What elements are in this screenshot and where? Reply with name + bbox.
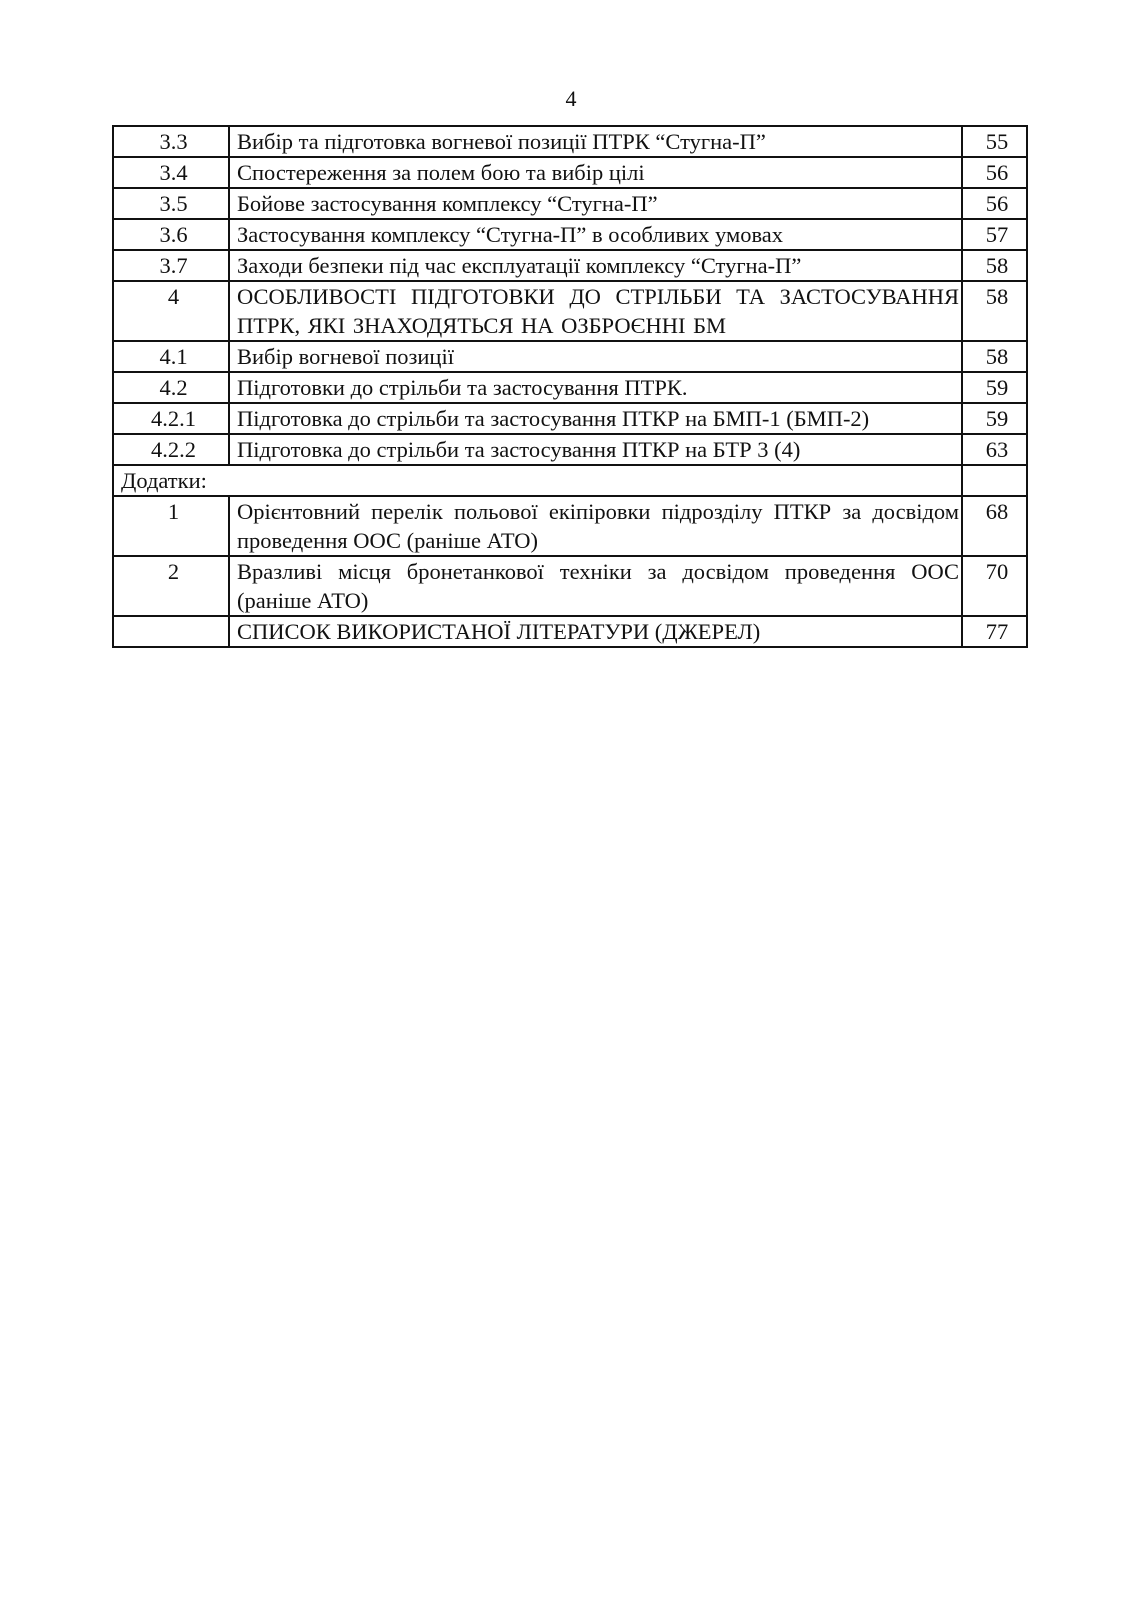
toc-page-number: 58 xyxy=(962,250,1027,281)
toc-section-title: Вибір вогневої позиції xyxy=(229,341,962,372)
toc-section-number: 4 xyxy=(113,281,229,341)
toc-page-number: 56 xyxy=(962,157,1027,188)
toc-section-number: 3.3 xyxy=(113,126,229,157)
toc-row-3-7 xyxy=(113,250,1027,281)
toc-section-title: Бойове застосування комплексу “Стугна-П” xyxy=(229,188,962,219)
toc-page-number: 59 xyxy=(962,403,1027,434)
toc-section-number: 4.2.1 xyxy=(113,403,229,434)
toc-row-3-3 xyxy=(113,126,1027,157)
toc-appendix-row-2 xyxy=(113,556,1027,616)
toc-section-number: 3.5 xyxy=(113,188,229,219)
toc-row-3-6 xyxy=(113,219,1027,250)
toc-row-4-2-1 xyxy=(113,403,1027,434)
toc-page-number: 58 xyxy=(962,281,1027,341)
toc-page-number: 68 xyxy=(962,496,1027,556)
appendix-title: Орієнтовний перелік польової екіпіровки підрозділу ПТКР за досвідом проведення ООС (раніше АТО) xyxy=(229,496,962,556)
toc-page-number: 55 xyxy=(962,126,1027,157)
toc-section-number: 3.7 xyxy=(113,250,229,281)
toc-row-4-2 xyxy=(113,372,1027,403)
toc-section-title: Підготовки до стрільби та застосування ПТРК. xyxy=(229,372,962,403)
toc-section-title: Підготовка до стрільби та застосування ПТКР на БТР 3 (4) xyxy=(229,434,962,465)
appendix-number: 2 xyxy=(113,556,229,616)
toc-page-number: 59 xyxy=(962,372,1027,403)
toc-page-number: 56 xyxy=(962,188,1027,219)
toc-section-number: 3.4 xyxy=(113,157,229,188)
appendix-label: Додатки: xyxy=(113,465,962,496)
toc-page-number: 57 xyxy=(962,219,1027,250)
toc-page-number: 70 xyxy=(962,556,1027,616)
page-number: 4 xyxy=(565,86,577,111)
toc-appendix-row-1 xyxy=(113,496,1027,556)
toc-section-number: 3.6 xyxy=(113,219,229,250)
toc-section-number: 4.1 xyxy=(113,341,229,372)
toc-page-number-empty xyxy=(962,465,1027,496)
toc-section-title: Спостереження за полем бою та вибір цілі xyxy=(229,157,962,188)
toc-section-title: ОСОБЛИВОСТІ ПІДГОТОВКИ ДО СТРІЛЬБИ ТА ЗАСТОСУВАННЯ ПТРК, ЯКІ ЗНАХОДЯТЬСЯ НА ОЗБРОЄННІ БМ xyxy=(229,281,962,341)
toc-appendix-header-row xyxy=(113,465,1027,496)
toc-row-3-5 xyxy=(113,188,1027,219)
toc-section-title: Заходи безпеки під час експлуатації комплексу “Стугна-П” xyxy=(229,250,962,281)
toc-row-3-4 xyxy=(113,157,1027,188)
toc-row-4-1 xyxy=(113,341,1027,372)
toc-page-number: 77 xyxy=(962,616,1027,647)
appendix-title: Вразливі місця бронетанкової техніки за досвідом проведення ООС (раніше АТО) xyxy=(229,556,962,616)
table-of-contents xyxy=(112,125,1028,648)
toc-section-title: Підготовка до стрільби та застосування ПТКР на БМП-1 (БМП-2) xyxy=(229,403,962,434)
toc-section-number: 4.2 xyxy=(113,372,229,403)
appendix-number: 1 xyxy=(113,496,229,556)
toc-page-number: 63 xyxy=(962,434,1027,465)
toc-section-title: Застосування комплексу “Стугна-П” в особливих умовах xyxy=(229,219,962,250)
toc-section-title: Вибір та підготовка вогневої позиції ПТРК “Стугна-П” xyxy=(229,126,962,157)
toc-row-4-2-2 xyxy=(113,434,1027,465)
references-title: СПИСОК ВИКОРИСТАНОЇ ЛІТЕРАТУРИ (ДЖЕРЕЛ) xyxy=(229,616,962,647)
toc-page-number: 58 xyxy=(962,341,1027,372)
toc-section-number: 4.2.2 xyxy=(113,434,229,465)
references-number xyxy=(113,616,229,647)
toc-row-4 xyxy=(113,281,1027,341)
toc-references-row xyxy=(113,616,1027,647)
